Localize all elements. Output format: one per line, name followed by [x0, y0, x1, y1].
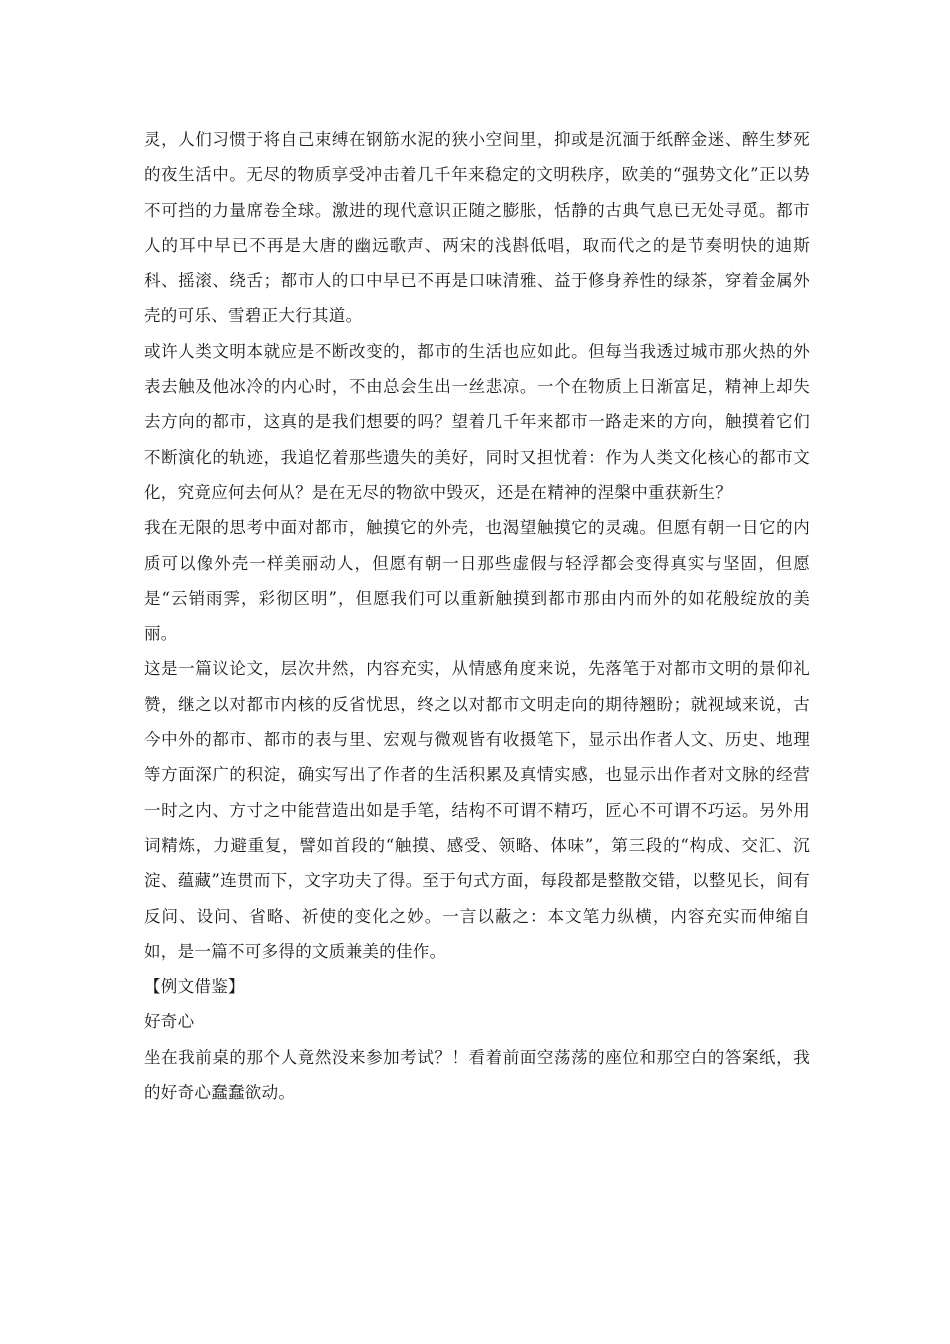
paragraph-city-culture: 灵，人们习惯于将自己束缚在钢筋水泥的狭小空间里，抑或是沉湎于纸醉金迷、醉生梦死的夜生活中。无尽的物质享受冲击着几千年来稳定的文明秩序，欧美的“强势文化”正以势不可挡的力量席卷全球。激进的现代意识正随之膨胀，恬静的古典气息已无处寻觅。都市人的耳中早已不再是大唐的幽远歌声、两宋的浅斟低唱，取而代之的是节奏明快的迪斯科、摇滚、绕舌；都市人的口中早已不再是口味清雅、益于修身养性的绿茶，穿着金属外壳的可乐、雪碧正大行其道。: [144, 130, 810, 326]
paragraph-commentary: 这是一篇议论文，层次井然，内容充实，从情感角度来说，先落笔于对都市文明的景仰礼赞，继之以对都市内核的反省忧思，终之以对都市文明走向的期待翘盼；就视域来说，古今中外的都市、都市的表与里、宏观与微观皆有收摄笔下，显示出作者人文、历史、地理等方面深广的积淀，确实写出了作者的生活积累及真情实感，也显示出作者对文脉的经营一时之内、方寸之中能营造出如是手笔，结构不可谓不精巧，匠心不可谓不巧运。另外用词精炼，力避重复，譬如首段的“触摸、感受、领略、体味”，第三段的“构成、交汇、沉淀、蕴藏”连贯而下，文字功夫了得。至于句式方面，每段都是整散交错，以整见长，间有反问、设问、省略、祈使的变化之妙。一言以蔽之：本文笔力纵横，内容充实而伸缩自如，是一篇不可多得的文质兼美的佳作。: [144, 659, 810, 961]
paragraph-hope: 我在无限的思考中面对都市，触摸它的外壳，也渴望触摸它的灵魂。但愿有朝一日它的内质可以像外壳一样美丽动人，但愿有朝一日那些虚假与轻浮都会变得真实与坚固，但愿是“云销雨霁，彩彻区明”，但愿我们可以重新触摸到都市那由内而外的如花般绽放的美丽。: [144, 518, 810, 644]
paragraph-reflection: 或许人类文明本就应是不断改变的，都市的生活也应如此。但每当我透过城市那火热的外表去触及他冰冷的内心时，不由总会生出一丝悲凉。一个在物质上日渐富足，精神上却失去方向的都市，这真的是我们想要的吗？望着几千年来都市一路走来的方向，触摸着它们不断演化的轨迹，我追忆着那些遗失的美好，同时又担忧着：作为人类文化核心的都市文化，究竟应何去何从？是在无尽的物欲中毁灭，还是在精神的涅槃中重获新生？: [144, 341, 810, 502]
section-heading-example: 【例文借鉴】: [144, 977, 245, 997]
paragraph-essay-opening: 坐在我前桌的那个人竟然没来参加考试？！看着前面空荡荡的座位和那空白的答案纸，我的好奇心蠢蠢欲动。: [144, 1047, 810, 1103]
document-page: [144, 122, 810, 1110]
essay-title: 好奇心: [144, 1012, 195, 1032]
